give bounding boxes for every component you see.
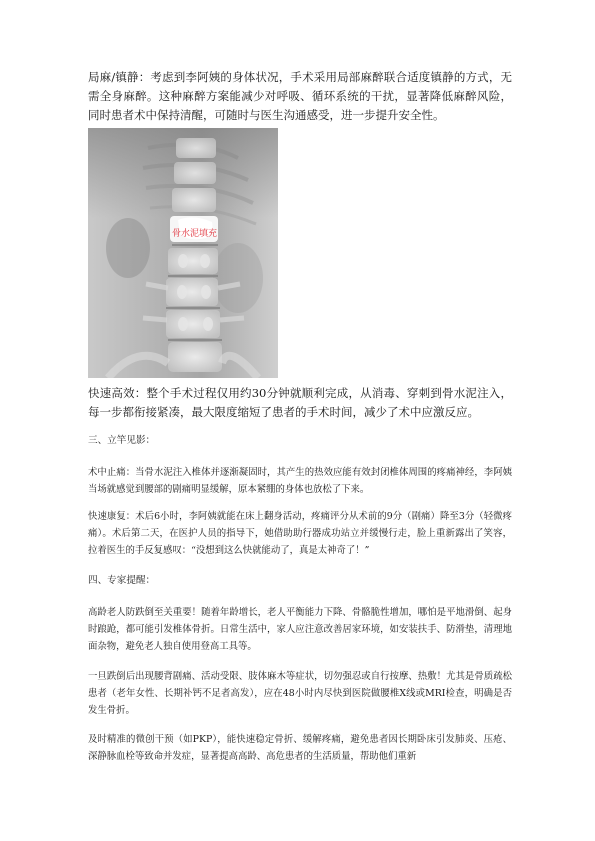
paragraph-treatment: 及时精准的微创干预（如PKP），能快速稳定骨折、缓解疼痛，避免患者因长期卧床引发肺炎、压疮、深静脉血栓等致命并发症，显著提高高龄、高危患者的生活质量，帮助他们重新 [88, 734, 512, 762]
paragraph-symptoms: 一旦跌倒后出现腰背剧痛、活动受限、肢体麻木等症状，切勿强忍或自行按摩、热敷！尤其是骨质疏松患者（老年女性、长期补钙不足者高发），应在48小时内尽快到医院做腰椎X线或MRI检查，明确是否发生骨折。 [88, 671, 512, 716]
paragraph-prevention: 高龄老人防跌倒至关重要！随着年龄增长，老人平衡能力下降、骨骼脆性增加，哪怕是平地滑倒、起身时踉跄，都可能引发椎体骨折。日常生活中，家人应注意改善居家环境，如安装扶手、防滑垫，清理地面杂物，避免老人独自使用登高工具等。 [88, 607, 512, 652]
paragraph-pain-relief: 术中止痛：当骨水泥注入椎体并逐渐凝固时，其产生的热效应能有效封闭椎体周围的疼痛神经，李阿姨当场就感觉到腰部的剧痛明显缓解，原本紧绷的身体也放松了下来。 [88, 467, 512, 495]
paragraph-fast: 快速高效：整个手术过程仅用约30分钟就顺利完成，从消毒、穿刺到骨水泥注入，每一步都衔接紧凑，最大限度缩短了患者的手术时间，减少了术中应激反应。 [88, 386, 512, 419]
heading-section-4: 四、专家提醒： [88, 575, 156, 586]
paragraph-anesthesia: 局麻/镇静：考虑到李阿姨的身体状况，手术采用局部麻醉联合适度镇静的方式，无需全身麻醉。这种麻醉方案能减少对呼吸、循环系统的干扰，显著降低麻醉风险，同时患者术中保持清醒，可随时与医生沟通感受，进一步提升安全性。 [88, 70, 512, 122]
paragraph-recovery: 快速康复：术后6小时，李阿姨就能在床上翻身活动，疼痛评分从术前的9分（剧痛）降至3分（轻微疼痛）。术后第二天，在医护人员的指导下，她借助助行器成功站立并缓慢行走，脸上重新露出了笑容，拉着医生的手反复感叹：“没想到这么快就能动了，真是太神奇了！” [88, 511, 512, 556]
heading-section-3: 三、立竿见影： [88, 435, 156, 446]
spine-xray-graphic [88, 128, 278, 378]
bone-cement-label: 骨水泥填充 [172, 229, 218, 239]
spine-xray-image [88, 128, 278, 378]
